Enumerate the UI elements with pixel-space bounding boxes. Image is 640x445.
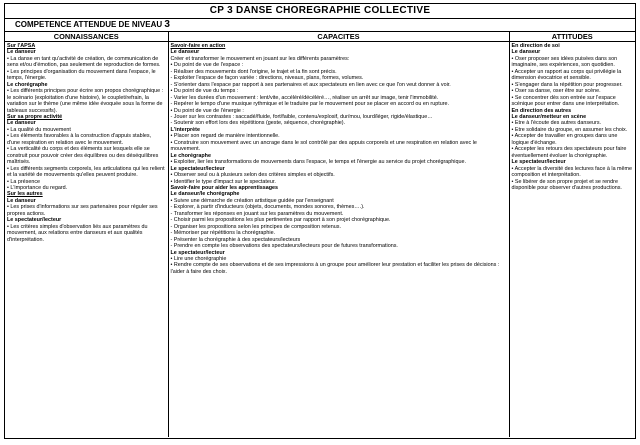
section-heading: Le chorégraphe xyxy=(7,81,48,88)
content-line: • Du point de vue du temps : xyxy=(170,88,239,95)
content-line: - Repérer le tempo d'une musique rythmique et le traduire par le mouvement pour se placer en accord ou en rupture. xyxy=(170,101,449,108)
content-line: • Du point de vue de l'espace : xyxy=(170,62,244,69)
content-line: - Prendre en compte les observations des spectateurs/lecteurs pour de futures transformations. xyxy=(170,243,398,250)
content-line: - Explorer, à partir d'inducteurs (objets, documents, mondes sonores, thèmes….). xyxy=(170,204,365,211)
section-heading: En direction des autres xyxy=(511,107,572,114)
content-line: • Les différents principes pour écrire son propos chorégraphique : le scénario (exploitation d'une histoire), le couplet/refrain, la variation sur le thème (une même idée évoquée sous la forme de tableaux successifs). xyxy=(7,88,164,114)
content-line: - Réaliser des mouvements dont l'origine, le trajet et la fin sont précis. xyxy=(170,68,337,75)
capacites-cell xyxy=(168,42,509,438)
table-body-row xyxy=(5,42,635,438)
section-heading: Le danseur xyxy=(170,49,200,56)
content-line: - Mémoriser par répétitions la chorégraphie. xyxy=(170,230,276,237)
content-line: • Etre à l'écoute des autres danseurs. xyxy=(511,120,602,127)
content-line: • Construire son mouvement avec un ancrage dans le sol contrôlé par des appuis corporels et une respiration en relation avec le mouvement. xyxy=(170,139,477,153)
content-line: • S'engager dans la répétition pour progresser. xyxy=(511,81,623,88)
section-heading: Le danseur xyxy=(7,120,36,127)
table-header-row xyxy=(5,32,635,42)
competence-heading xyxy=(5,19,635,32)
header-connaissances: CONNAISSANCES xyxy=(5,32,168,42)
content-line: • Accepter un rapport au corps qui privilégie la dimension évocatrice et sensible. xyxy=(511,68,622,82)
section-heading: Le spectateur/lecteur xyxy=(170,249,225,256)
content-line: • Oser proposer ses idées puisées dans son imaginaire, ses expériences, son quotidien. xyxy=(511,55,618,69)
content-line: • Observer seul ou à plusieurs selon des critères simples et objectifs. xyxy=(170,172,335,179)
content-line: • Les différents segments corporels, les articulations qui les relient et la variété de mouvements qu'elles peuvent produire. xyxy=(7,165,165,179)
content-line: • Les prises d'informations sur ses partenaires pour réguler ses propres actions. xyxy=(7,204,158,217)
section-heading: Sur les autres xyxy=(7,191,43,198)
content-line: - Choisir parmi les propositions les plus pertinentes par rapport à son projet chorégraphique. xyxy=(170,217,391,224)
content-line: • Se concentrer dès son entrée sur l'espace scénique pour entrer dans une interprétation. xyxy=(511,94,620,108)
content-line: - Organiser les propositions selon les principes de composition retenus. xyxy=(170,223,341,230)
content-line: • Rendre compte de ses observations et de ses impressions à un groupe pour améliorer leur prestation et faciliter les prises de décisions : l'aider à faire des choix. xyxy=(170,262,500,275)
competence-label: COMPETENCE ATTENDUE DE NIVEAU xyxy=(15,20,165,29)
content-line: • Les principes d'organisation du mouvement dans l'espace, le temps, l'énergie. xyxy=(7,68,156,82)
content-line: - Exploiter l'espace de façon variée : directions, niveaux, plans, formes, volumes. xyxy=(170,75,364,82)
section-heading: En direction de soi xyxy=(511,43,560,49)
section-heading: Le danseur xyxy=(7,197,36,204)
content-line: • Lire une chorégraphie xyxy=(170,255,227,262)
section-heading: L'interprète xyxy=(170,126,200,133)
content-line: - Jouer sur les contrastes : saccadé/fluide, fort/faible, contenu/explosif, dur/mou, lourd/léger, rigide/élastique… xyxy=(170,113,433,120)
content-line: • L'importance du regard. xyxy=(7,184,68,191)
content-line: • Accepter les retours des spectateurs pour faire éventuellement évoluer la chorégraphie. xyxy=(511,146,627,159)
content-line: - S'orienter dans l'espace par rapport à ses partenaires et aux spectateurs en lien avec ce que l'on veut donner à voir. xyxy=(170,81,451,88)
content-line: • Se libérer de son propre projet et se rendre disponible pour observer d'autres productions. xyxy=(511,178,622,191)
section-heading: Le danseur/le chorégraphe xyxy=(170,191,240,198)
section-heading: Le danseur/metteur en scène xyxy=(511,113,587,120)
document-title: CP 3 DANSE CHOREGRAPHIE COLLECTIVE xyxy=(5,4,635,19)
content-line: - Présenter la chorégraphie à des spectateurs/lecteurs xyxy=(170,236,301,243)
content-line: • Les critères simples d'observation liés aux paramètres du mouvement, aux relations entre danseurs et aux qualités d'interprétation. xyxy=(7,223,148,243)
section-heading: Savoir-faire pour aider les apprentissages xyxy=(170,184,279,191)
section-heading: Sur l'APSA xyxy=(7,43,36,49)
content-line: - Transformer les réponses en jouant sur les paramètres du mouvement. xyxy=(170,210,344,217)
section-heading: Savoir-faire en action xyxy=(170,43,226,49)
content-line: • Du point de vue de l'énergie : xyxy=(170,107,244,114)
header-capacites: CAPACITES xyxy=(168,32,509,42)
section-heading: Le danseur xyxy=(511,49,541,56)
content-line: • Suivre une démarche de création artistique guidée par l'enseignant xyxy=(170,197,334,204)
content-line: • Exploiter, lier les transformations de mouvements dans l'espace, le temps et l'énergie au service du projet chorégraphique. xyxy=(170,159,466,166)
connaissances-cell xyxy=(5,42,168,438)
content-line: • Les éléments favorables à la construction d'appuis stables, d'une respiration en relation avec le mouvement. xyxy=(7,133,152,146)
header-attitudes: ATTITUDES xyxy=(509,32,635,42)
section-heading: Le chorégraphe xyxy=(170,152,211,159)
section-heading: Le spectateur/lecteur xyxy=(7,217,62,224)
content-line: • La qualité du mouvement xyxy=(7,126,71,133)
content-line: - Soutenir son effort lors des répétitions (geste, séquence, chorégraphie). xyxy=(170,120,346,127)
section-heading: Le spectateur/lecteur xyxy=(170,165,225,172)
section-heading: Le danseur xyxy=(7,49,36,56)
attitudes-cell xyxy=(509,42,635,438)
content-line: • La verticalité du corps et des éléments sur lesquels elle se construit pour pouvoir créer des équilibres ou des déséquilibres maîtrisés. xyxy=(7,146,159,166)
content-line: Créer et transformer le mouvement en jouant sur les différents paramètres: xyxy=(170,55,350,62)
section-heading: Sur sa propre activité xyxy=(7,113,63,120)
competence-table xyxy=(5,32,635,437)
content-line: • Placer son regard de manière intentionnelle. xyxy=(170,133,280,140)
content-line: • Identifier le type d'impact sur le spectateur. xyxy=(170,178,276,185)
content-line: • Etre solidaire du groupe, en assumer les choix. xyxy=(511,126,628,133)
document-page xyxy=(4,3,636,439)
content-line: • Accepter de travailler en groupes dans une logique d'échange. xyxy=(511,133,618,146)
content-line: • La danse en tant qu'activité de création, de communication de sens et/ou d'émotion, pas seulement de reproduction de formes. xyxy=(7,55,161,69)
competence-level: 3 xyxy=(164,19,170,30)
content-line: • Oser sa danse, oser être sur scène. xyxy=(511,88,601,95)
section-heading: Le spectateur/lecteur xyxy=(511,159,566,166)
content-line: - Varier les durées d'un mouvement : lent/vite, accéléré/décéléré…, réaliser un arrêt sur image, tenir l'immobilité. xyxy=(170,94,439,101)
content-line: • Accepter la diversité des lectures face à la même composition et interprétation. xyxy=(511,165,633,179)
content-line: • La présence xyxy=(7,178,41,185)
